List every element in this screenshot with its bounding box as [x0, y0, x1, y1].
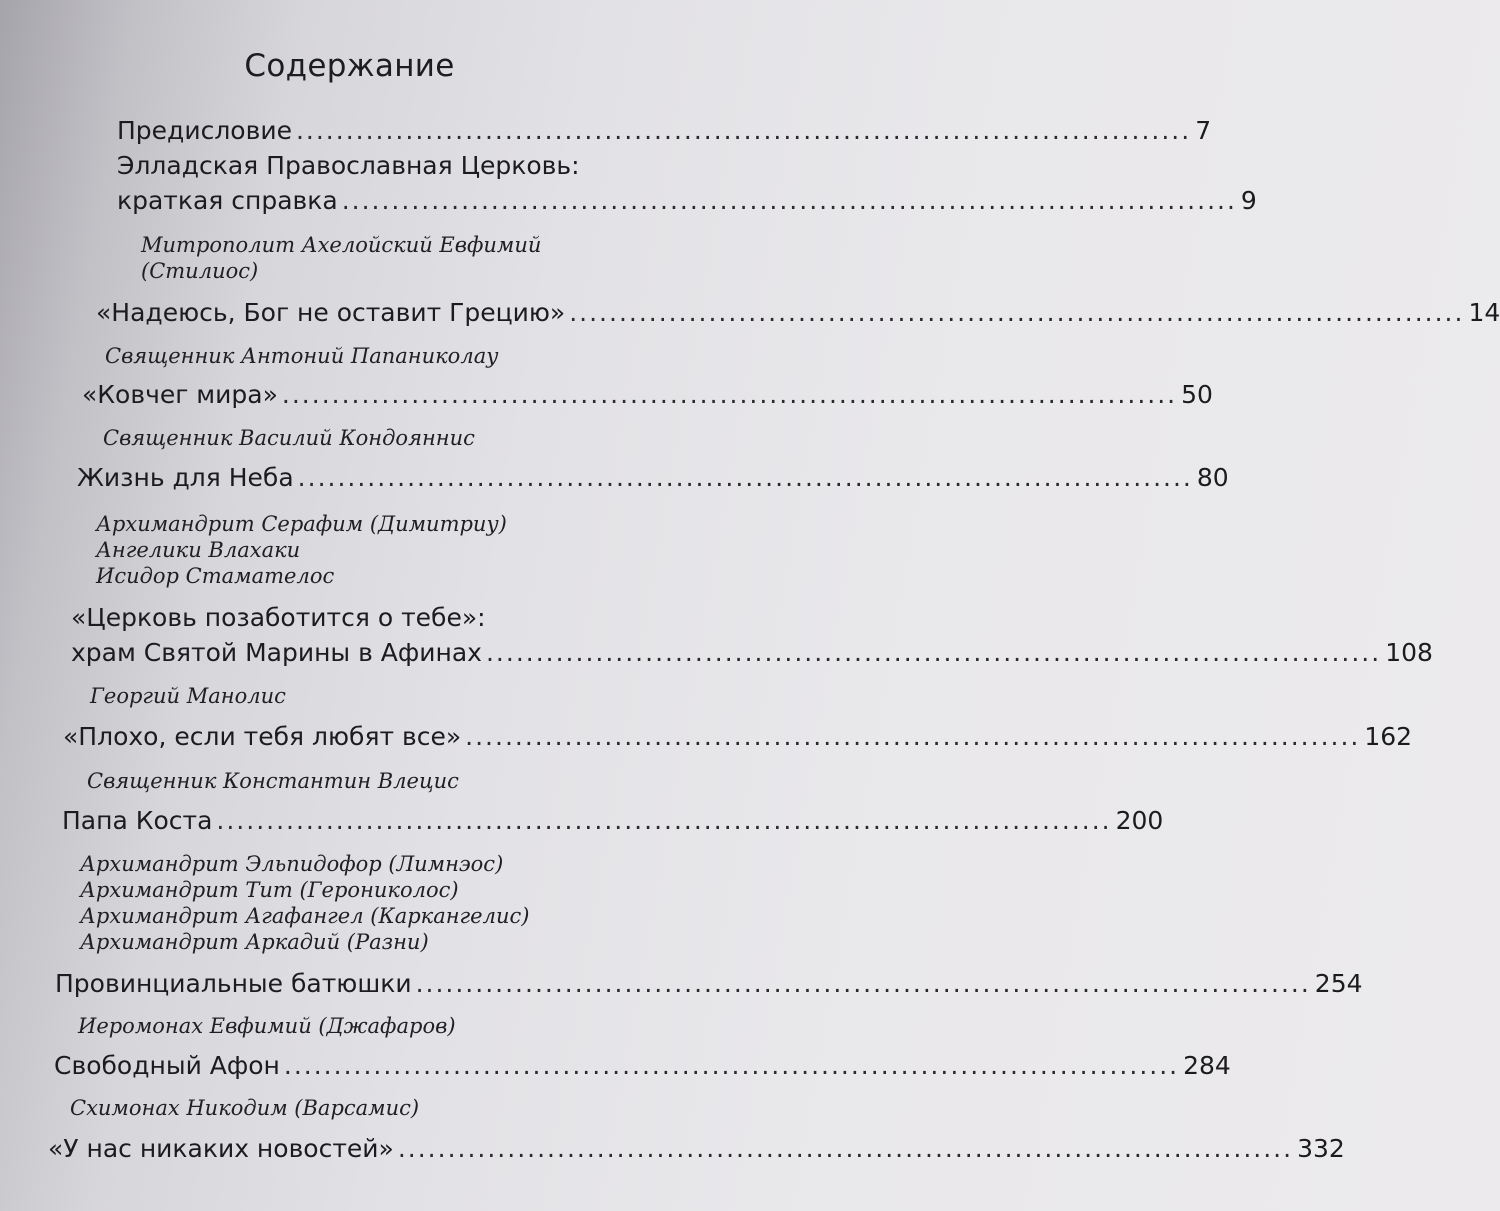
entry-title: Жизнь для Неба	[77, 463, 294, 492]
toc-entry	[62, 806, 1164, 836]
author-name: Архимандрит Аркадий (Разни)	[80, 930, 429, 954]
author-name: Георгий Манолис	[90, 684, 286, 708]
entry-title: «Надеюсь, Бог не оставит Грецию»	[96, 298, 566, 327]
page-number: 108	[1385, 638, 1433, 667]
entry-title-line: «Церковь позаботится о тебе»:	[71, 603, 486, 632]
entry-title: «Плохо, если тебя любят все»	[63, 722, 462, 751]
leader-dots: ..........................................................................................	[283, 1051, 1180, 1080]
page-number: 9	[1240, 186, 1257, 215]
page-number: 80	[1196, 463, 1229, 492]
leader-dots: ..........................................................................................	[415, 969, 1311, 998]
author-name: Иеромонах Евфимий (Джафаров)	[78, 1014, 456, 1038]
leader-dots: ..........................................................................................	[397, 1134, 1294, 1163]
page-number: 50	[1181, 380, 1213, 409]
toc-entry	[96, 298, 1500, 328]
page-number: 254	[1314, 969, 1363, 998]
author-name: Священник Василий Кондояннис	[103, 426, 475, 450]
toc-entry	[54, 1051, 1231, 1081]
toc-entry	[117, 116, 1212, 146]
author-name: Митрополит Ахелойский Евфимий	[141, 233, 542, 257]
leader-dots: ..........................................................................................	[341, 186, 1237, 215]
author-name: Архимандрит Тит (Героникoлос)	[80, 878, 459, 902]
leader-dots: ..........................................................................................	[569, 298, 1465, 327]
page-number: 162	[1364, 722, 1413, 751]
leader-dots: ..........................................................................................	[297, 463, 1193, 492]
entry-title: Предисловие	[117, 116, 292, 145]
toc-entry	[55, 969, 1363, 999]
entry-title: «Ковчег мира»	[82, 380, 278, 409]
toc-entry	[82, 380, 1213, 410]
leader-dots: ..........................................................................................	[465, 722, 1361, 751]
entry-title: «У нас никаких новостей»	[48, 1134, 394, 1163]
author-name: Архимандрит Серафим (Димитриу)	[96, 512, 507, 536]
leader-dots: ..........................................................................................	[485, 638, 1382, 667]
page-number: 332	[1297, 1134, 1345, 1163]
entry-title: Провинциальные батюшки	[55, 969, 412, 998]
leader-dots: ..........................................................................................	[216, 806, 1112, 835]
author-name: Ангелики Влахаки	[96, 538, 301, 562]
entry-title: Папа Коста	[62, 806, 213, 835]
page-number: 7	[1195, 116, 1212, 145]
author-name: Священник Константин Влецис	[87, 769, 459, 793]
toc-entry	[117, 186, 1257, 216]
toc-entry	[48, 1134, 1345, 1164]
entry-title: Свободный Афон	[54, 1051, 280, 1080]
page-number: 14	[1468, 298, 1500, 327]
author-name: Архимандрит Эльпидофор (Лимнэос)	[80, 852, 504, 876]
entry-title: храм Святой Марины в Афинах	[71, 638, 482, 667]
page-title: Содержание	[244, 48, 455, 84]
author-name: Архимандрит Агафангел (Каркангелис)	[80, 904, 530, 928]
author-name: (Стилиос)	[141, 259, 259, 283]
leader-dots: ..........................................................................................	[281, 380, 1178, 409]
page-number: 200	[1115, 806, 1164, 835]
page-number: 284	[1183, 1051, 1231, 1080]
toc-entry	[71, 638, 1433, 668]
leader-dots: ..........................................................................................	[295, 116, 1192, 145]
toc-entry	[77, 463, 1229, 493]
author-name: Исидор Стамателос	[96, 564, 335, 588]
toc-entry	[63, 722, 1413, 752]
author-name: Схимонах Никодим (Варсамис)	[70, 1096, 420, 1120]
author-name: Священник Антоний Папаниколау	[105, 344, 499, 368]
entry-title-line: Элладская Православная Церковь:	[117, 151, 580, 180]
entry-title: краткая справка	[117, 186, 338, 215]
